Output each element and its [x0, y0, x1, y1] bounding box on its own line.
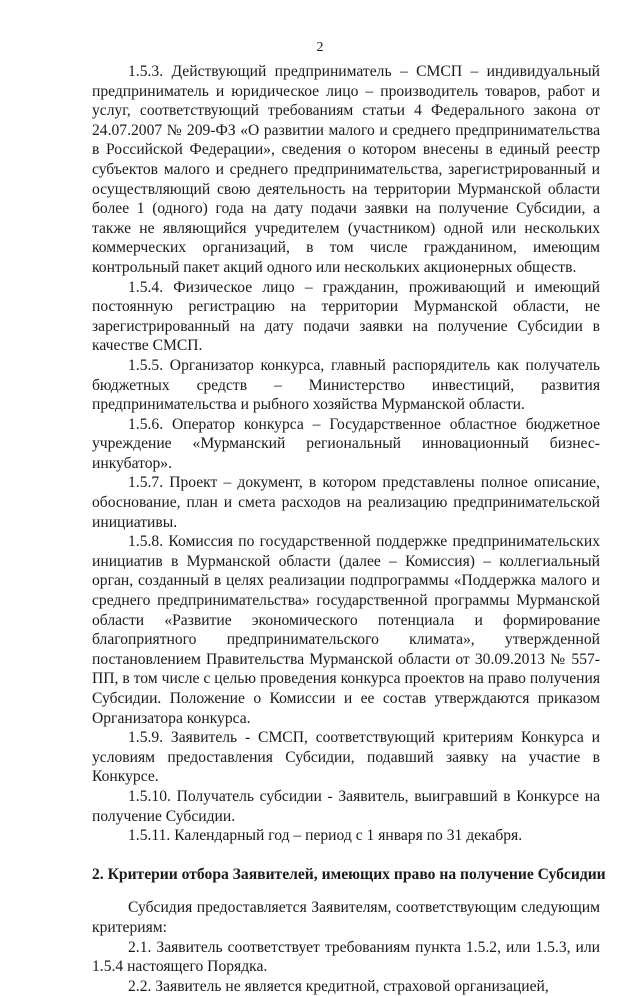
paragraph-2-2: 2.2. Заявитель не является кредитной, страховой организацией,	[128, 977, 549, 995]
paragraph-1-5-8: 1.5.8. Комиссия по государственной поддержке предпринимательских инициатив в Мурманской области (далее – Комиссия) – коллегиальный орган, созданный в целях реализации подпрограммы «Поддержка малого и среднего предпринимательства» государственной программы Мурманской области «Развитие экономического потенциала и формирование благоприятного предпринимательского климата», утвержденной постановлением Правительства Мурманской области от 30.09.2013 № 557-ПП, в том числе с целью проведения конкурса проектов на право получения Субсидии. Положение о Комиссии и ее состав утверждаются приказом Организатора конкурса.	[92, 533, 600, 727]
section-heading: 2. Критерии отбора Заявителей, имеющих право на получение Субсидии	[92, 865, 606, 883]
section-intro-paragraph: Субсидия предоставляется Заявителям, соответствующим следующим критериям:	[92, 899, 600, 936]
page-number: 2	[316, 40, 324, 55]
document-body	[92, 62, 606, 996]
paragraph-1-5-4: 1.5.4. Физическое лицо – гражданин, проживающий и имеющий постоянную регистрацию на территории Мурманской области, не зарегистрированный на дату подачи заявки на получение Субсидии в качестве СМСП.	[92, 278, 600, 355]
paragraph-1-5-6: 1.5.6. Оператор конкурса – Государственное областное бюджетное учреждение «Мурманский региональный инновационный бизнес-инкубатор».	[92, 415, 600, 472]
paragraph-1-5-7: 1.5.7. Проект – документ, в котором представлены полное описание, обоснование, план и смета расходов на реализацию предпринимательской инициативы.	[92, 474, 600, 531]
paragraph-1-5-11: 1.5.11. Календарный год – период с 1 января по 31 декабря.	[128, 827, 523, 845]
paragraph-1-5-5: 1.5.5. Организатор конкурса, главный распорядитель как получатель бюджетных средств – Министерство инвестиций, развития предпринимательства и рыбного хозяйства Мурманской области.	[92, 356, 600, 414]
paragraph-1-5-10: 1.5.10. Получатель субсидии - Заявитель, выигравший в Конкурсе на получение Субсидии.	[92, 787, 600, 825]
paragraph-2-1: 2.1. Заявитель соответствует требованиям пункта 1.5.2, или 1.5.3, или 1.5.4 настоящего Порядка.	[92, 938, 600, 976]
paragraph-1-5-3: 1.5.3. Действующий предприниматель – СМСП – индивидуальный предприниматель и юридическое лицо – производитель товаров, работ и услуг, соответствующий требованиям статьи 4 Федерального закона от 24.07.2007 № 209-ФЗ «О развитии малого и среднего предпринимательства в Российской Федерации», сведения о котором внесены в единый реестр субъектов малого и среднего предпринимательства, зарегистрированный и осуществляющий свою деятельность на территории Мурманской области более 1 (одного) года на дату подачи заявки на получение Субсидии, а также не являющийся учредителем (участником) одной или нескольких коммерческих организаций, в том числе гражданином, имеющим контрольный пакет акций одного или нескольких акционерных обществ.	[92, 63, 600, 276]
paragraph-1-5-9: 1.5.9. Заявитель - СМСП, соответствующий критериям Конкурса и условиям предоставления Субсидии, подавший заявку на участие в Конкурсе.	[92, 729, 600, 786]
